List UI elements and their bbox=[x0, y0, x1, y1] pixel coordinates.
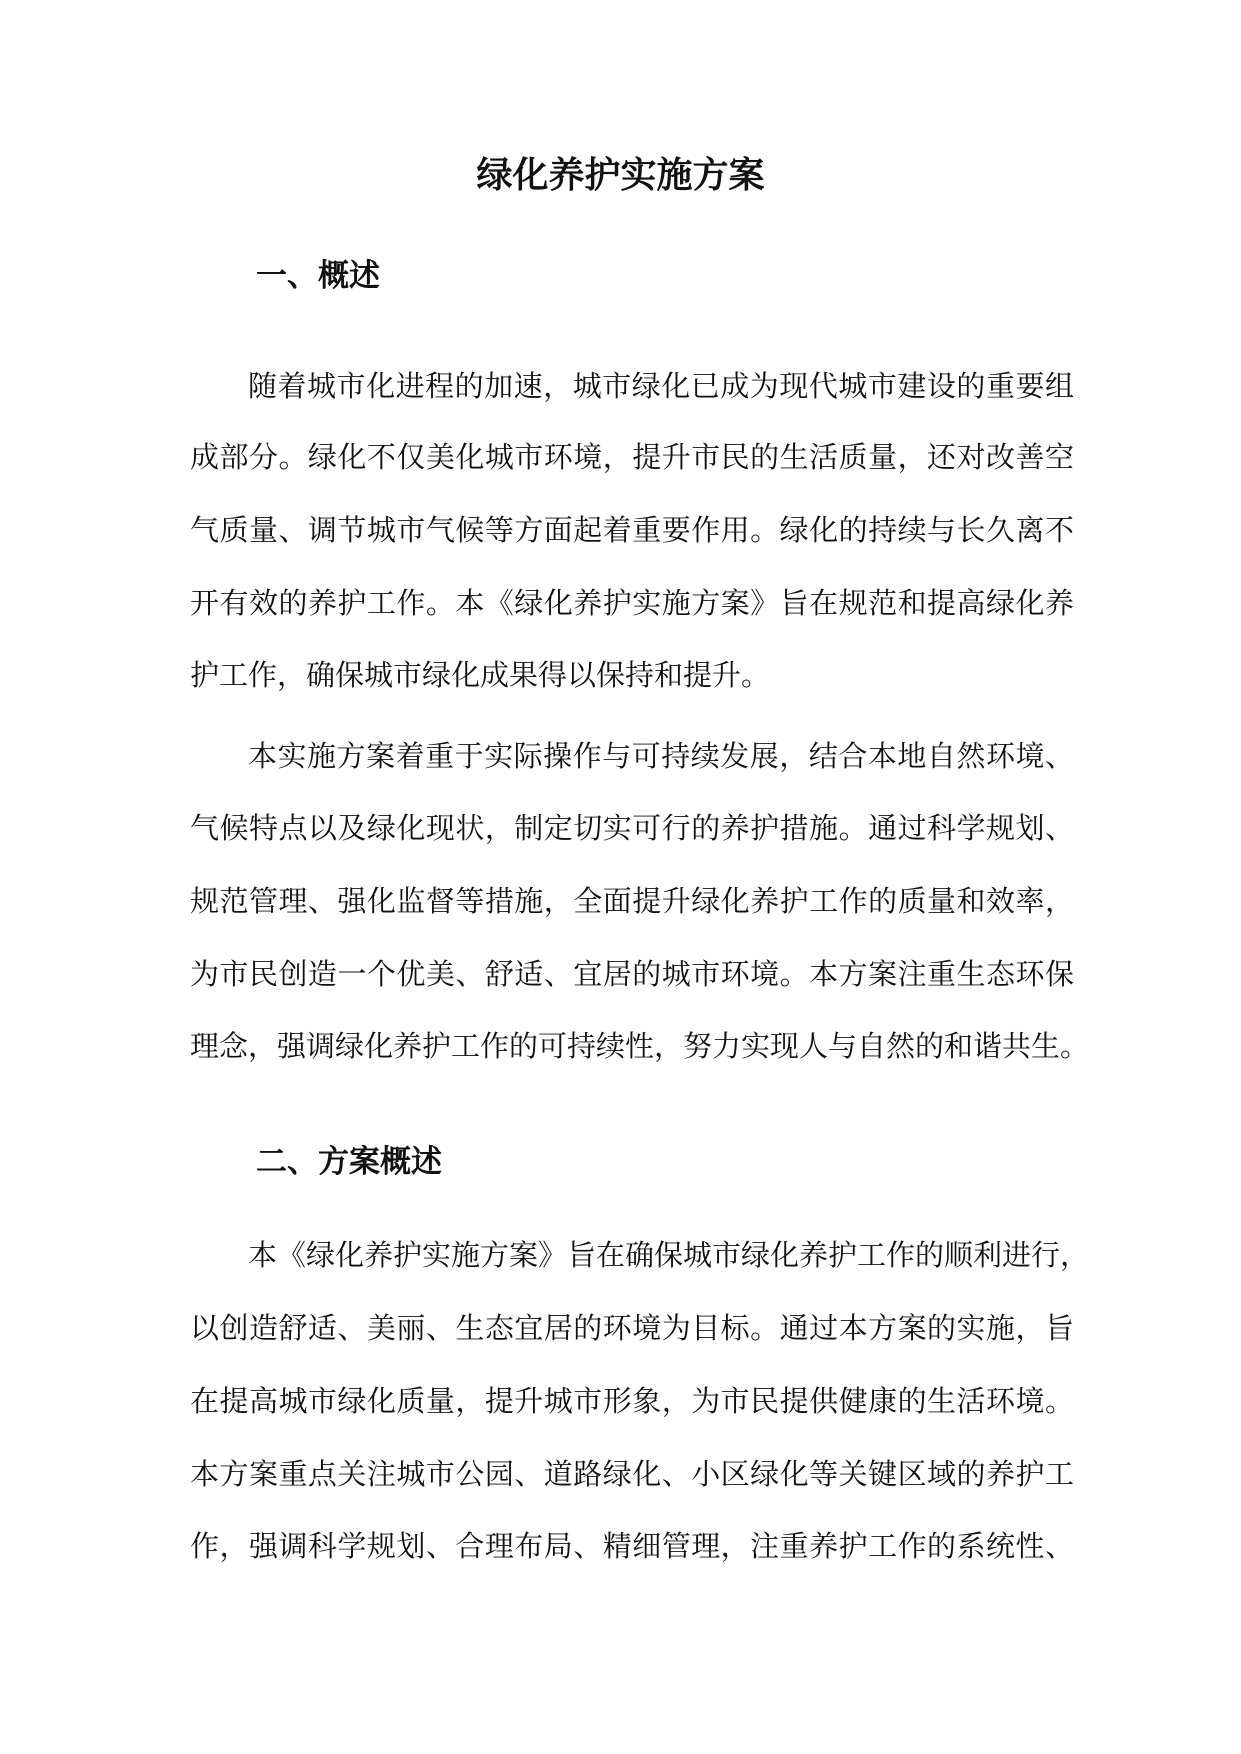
text-line: 本实施方案着重于实际操作与可持续发展，结合本地自然环境、 bbox=[248, 739, 1074, 773]
text-line: 护工作，确保城市绿化成果得以保持和提升。 bbox=[190, 658, 771, 692]
text-line: 气质量、调节城市气候等方面起着重要作用。绿化的持续与长久离不 bbox=[190, 513, 1074, 547]
text-line: 规范管理、强化监督等措施，全面提升绿化养护工作的质量和效率， bbox=[190, 884, 1074, 918]
text-line: 理念，强调绿化养护工作的可持续性，努力实现人与自然的和谐共生。 bbox=[190, 1029, 1090, 1063]
text-line: 本《绿化养护实施方案》旨在确保城市绿化养护工作的顺利进行， bbox=[248, 1238, 1090, 1272]
text-line: 开有效的养护工作。本《绿化养护实施方案》旨在规范和提高绿化养 bbox=[190, 586, 1074, 620]
document-title: 绿化养护实施方案 bbox=[476, 154, 765, 196]
text-line: 以创造舒适、美丽、生态宜居的环境为目标。通过本方案的实施，旨 bbox=[190, 1311, 1074, 1345]
text-line: 本方案重点关注城市公园、道路绿化、小区绿化等关键区域的养护工 bbox=[190, 1457, 1074, 1491]
text-line: 随着城市化进程的加速，城市绿化已成为现代城市建设的重要组 bbox=[248, 369, 1074, 403]
text-line: 为市民创造一个优美、舒适、宜居的城市环境。本方案注重生态环保 bbox=[190, 957, 1074, 991]
section-heading-plan-overview: 二、方案概述 bbox=[256, 1144, 442, 1180]
text-line: 在提高城市绿化质量，提升城市形象，为市民提供健康的生活环境。 bbox=[190, 1384, 1074, 1418]
text-line: 作，强调科学规划、合理布局、精细管理，注重养护工作的系统性、 bbox=[190, 1529, 1074, 1563]
text-line: 成部分。绿化不仅美化城市环境，提升市民的生活质量，还对改善空 bbox=[190, 440, 1074, 474]
text-line: 气候特点以及绿化现状，制定切实可行的养护措施。通过科学规划、 bbox=[190, 811, 1074, 845]
section-heading-overview: 一、概述 bbox=[256, 258, 380, 294]
